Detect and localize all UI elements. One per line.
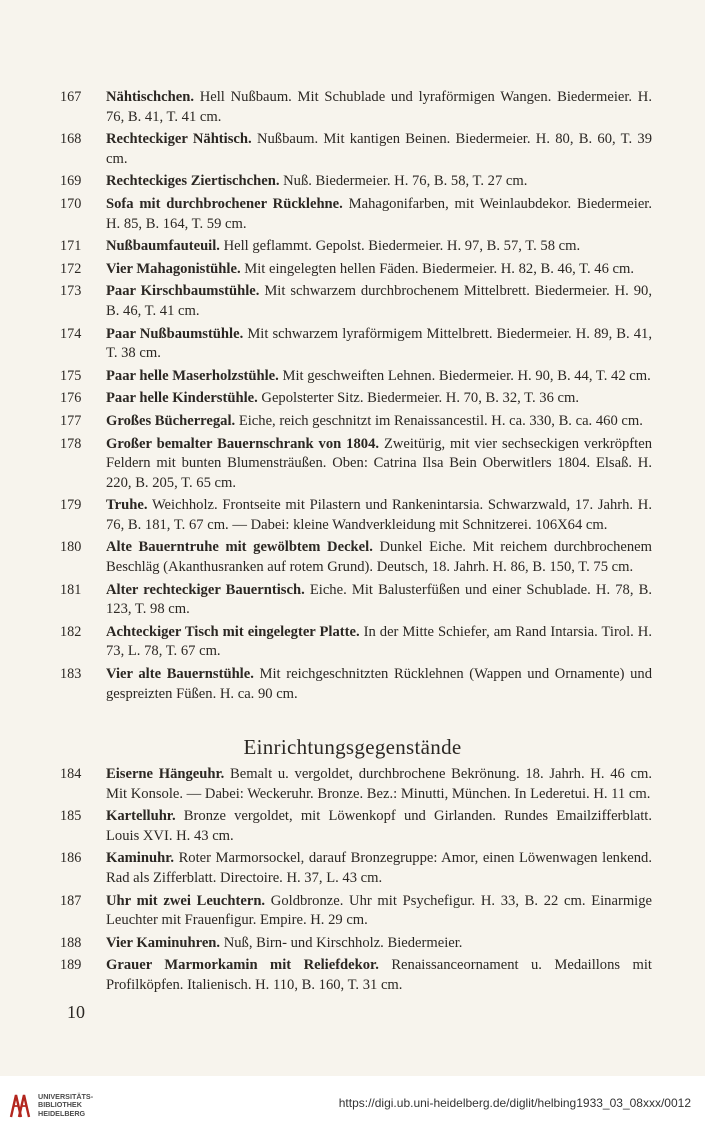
lot-title: Großes Bücherregal. bbox=[106, 412, 236, 429]
lot-number: 170 bbox=[60, 195, 82, 212]
lot-title: Alter rechteckiger Bauerntisch. bbox=[106, 581, 305, 598]
catalog-entry bbox=[60, 367, 652, 387]
lot-description: Nuß. Biedermeier. H. 76, B. 58, T. 27 cm. bbox=[283, 173, 528, 190]
catalog-entries-furniture bbox=[60, 88, 652, 707]
catalog-entry bbox=[60, 389, 652, 409]
lot-description: Hell geflammt. Gepolst. Biedermeier. H. 97, B. 57, T. 58 cm. bbox=[223, 238, 581, 255]
catalog-entry bbox=[60, 435, 652, 494]
section-heading: Einrichtungsgegenstände bbox=[243, 735, 462, 759]
lot-number: 185 bbox=[60, 808, 82, 825]
library-line: HEIDELBERG bbox=[38, 1108, 86, 1118]
catalog-entry bbox=[60, 581, 652, 620]
lot-number: 186 bbox=[60, 850, 82, 867]
lot-description: Mit schwarzem lyraförmigem Mittelbrett. Biedermeier. H. 89, B. 41, T. 38 cm. bbox=[106, 325, 653, 362]
lot-description: Mit geschweiften Lehnen. Biedermeier. H. 90, B. 44, T. 42 cm. bbox=[282, 367, 651, 384]
catalog-entry bbox=[60, 325, 652, 364]
lot-description: Mit eingelegten hellen Fäden. Biedermeier. H. 82, B. 46, T. 46 cm. bbox=[244, 260, 635, 277]
lot-description: Dunkel Eiche. Mit reichem durchbrochenem Beschläg (Akanthusranken auf rotem Grund). Deutsch, 18. Jahrh. H. 86, B. 150, T. 75 cm. bbox=[106, 539, 652, 576]
lot-number: 181 bbox=[60, 581, 82, 598]
lot-description: Zweitürig, mit vier sechseckigen verkröpften Feldern mit bunten Blumensträußen. Oben: Catrina Ilsa Bein Oberwitlers 1804. Elsaß. H. 220, B. 205, T. 65 cm. bbox=[106, 435, 652, 491]
lot-description: Gepolsterter Sitz. Biedermeier. H. 70, B. 32, T. 36 cm. bbox=[261, 390, 580, 407]
lot-number: 172 bbox=[60, 260, 82, 277]
lot-description: Mit schwarzem durchbrochenem Mittelbrett. Biedermeier. H. 90, B. 46, T. 41 cm. bbox=[106, 283, 652, 319]
lot-number: 187 bbox=[60, 892, 82, 909]
lot-description: Mahagonifarben, mit Weinlaubdekor. Biedermeier. H. 85, B. 164, T. 59 cm. bbox=[106, 195, 652, 232]
catalog-entry bbox=[60, 892, 652, 931]
lot-number: 189 bbox=[60, 957, 82, 974]
catalog-entry bbox=[60, 412, 652, 432]
lot-title: Eiserne Hängeuhr. bbox=[106, 766, 225, 782]
catalog-entry bbox=[60, 623, 652, 662]
lot-number: 171 bbox=[60, 238, 82, 255]
lot-description: Bronze vergoldet, mit Löwenkopf und Girlanden. Rundes Emailzifferblatt. Louis XVI. H. 43 cm. bbox=[106, 808, 652, 844]
lot-description: Nuß, Birn- und Kirschholz. Biedermeier. bbox=[223, 934, 463, 951]
lot-number: 173 bbox=[60, 283, 82, 300]
lot-number: 179 bbox=[60, 497, 82, 514]
lot-title: Paar Nußbaumstühle. bbox=[106, 325, 244, 342]
catalog-entry bbox=[60, 195, 652, 234]
lot-title: Achteckiger Tisch mit eingelegter Platte. bbox=[106, 623, 360, 640]
lot-number: 174 bbox=[60, 325, 82, 342]
lot-number: 182 bbox=[60, 623, 82, 640]
lot-number: 184 bbox=[60, 766, 82, 782]
lot-description: Roter Marmorsockel, darauf Bronzegruppe: Amor, einen Löwenwagen lenkend. Rad als Zifferblatt. Directoire. H. 37, L. 43 cm. bbox=[106, 850, 652, 886]
lot-title: Grauer Marmorkamin mit Reliefdekor. bbox=[106, 957, 379, 974]
catalog-entry bbox=[60, 172, 652, 192]
lot-description: Bemalt u. vergoldet, durchbrochene Bekrönung. 18. Jahrh. H. 46 cm. Mit Konsole. — Dabei: Weckeruhr. Bronze. Bez.: Minutti, München. In Lederetui. H. 11 cm. bbox=[106, 766, 652, 802]
catalog-entry bbox=[60, 807, 652, 846]
catalog-entry bbox=[60, 849, 652, 888]
library-logo-icon bbox=[8, 1090, 34, 1125]
catalog-entry bbox=[60, 956, 652, 995]
catalog-entry bbox=[60, 934, 652, 954]
lot-number: 176 bbox=[60, 390, 82, 407]
lot-title: Truhe. bbox=[106, 497, 148, 514]
lot-description: Eiche, reich geschnitzt im Renaissancestil. H. ca. 330, B. ca. 460 cm. bbox=[238, 412, 643, 429]
lot-title: Kartelluhr. bbox=[106, 808, 176, 825]
catalog-entry bbox=[60, 282, 652, 321]
lot-description: Renaissanceornament u. Medaillons mit Profilköpfen. Italienisch. H. 110, B. 160, T. 31 cm. bbox=[106, 957, 652, 993]
lot-description: Hell Nußbaum. Mit Schublade und lyraförmigen Wangen. Biedermeier. H. 76, B. 41, T. 41 cm. bbox=[106, 89, 652, 125]
lot-title: Vier alte Bauernstühle. bbox=[106, 666, 254, 683]
lot-description: In der Mitte Schiefer, am Rand Intarsia. Tirol. H. 73, L. 78, T. 67 cm. bbox=[106, 623, 652, 660]
lot-number: 178 bbox=[60, 435, 82, 452]
catalog-entries-furnishings bbox=[60, 765, 652, 999]
lot-title: Kaminuhr. bbox=[106, 850, 174, 867]
lot-description: Mit reichgeschnitzten Rücklehnen (Wappen und Ornamente) und gespreizten Füßen. H. ca. 90 cm. bbox=[106, 666, 652, 702]
catalog-entry bbox=[60, 237, 652, 257]
catalog-entry bbox=[60, 496, 652, 535]
footer-bar bbox=[0, 1076, 705, 1138]
lot-title: Vier Mahagonistühle. bbox=[106, 260, 241, 277]
lot-number: 168 bbox=[60, 131, 82, 148]
lot-title: Großer bemalter Bauernschrank von 1804. bbox=[106, 435, 380, 452]
source-url-link[interactable]: https://digi.ub.uni-heidelberg.de/diglit/helbing1933_03_08xxx/0012 bbox=[338, 1096, 691, 1110]
lot-title: Vier Kaminuhren. bbox=[106, 934, 221, 951]
lot-title: Nähtischchen. bbox=[106, 89, 194, 105]
lot-title: Rechteckiges Ziertischchen. bbox=[106, 173, 280, 190]
lot-title: Paar helle Maserholzstühle. bbox=[106, 367, 279, 384]
lot-number: 167 bbox=[60, 89, 82, 105]
lot-number: 188 bbox=[60, 934, 82, 951]
lot-title: Uhr mit zwei Leuchtern. bbox=[106, 892, 266, 909]
lot-description: Nußbaum. Mit kantigen Beinen. Biedermeier. H. 80, B. 60, T. 39 cm. bbox=[106, 131, 652, 167]
lot-description: Weichholz. Frontseite mit Pilastern und Rankenintarsia. Schwarzwald, 17. Jahrh. H. 76, B. 181, T. 67 cm. — Dabei: kleine Wandverkleidung mit Schnitzerei. 106X64 cm. bbox=[106, 497, 652, 533]
lot-number: 177 bbox=[60, 412, 82, 429]
page-number: 10 bbox=[67, 1002, 85, 1022]
lot-title: Rechteckiger Nähtisch. bbox=[106, 131, 252, 148]
library-line: UNIVERSITÄTS- bbox=[38, 1092, 94, 1101]
lot-title: Alte Bauerntruhe mit gewölbtem Deckel. bbox=[106, 539, 373, 556]
library-line: BIBLIOTHEK bbox=[38, 1100, 82, 1110]
lot-number: 183 bbox=[60, 666, 82, 683]
catalog-entry bbox=[60, 260, 652, 280]
catalog-entry bbox=[60, 765, 652, 804]
catalog-entry bbox=[60, 130, 652, 169]
lot-title: Paar Kirschbaumstühle. bbox=[106, 283, 260, 300]
catalog-entry bbox=[60, 665, 652, 704]
catalog-entry bbox=[60, 88, 652, 127]
lot-title: Paar helle Kinderstühle. bbox=[106, 390, 258, 407]
lot-number: 169 bbox=[60, 173, 82, 190]
lot-title: Sofa mit durchbrochener Rücklehne. bbox=[106, 195, 343, 212]
lot-title: Nußbaumfauteuil. bbox=[106, 238, 220, 255]
lot-number: 180 bbox=[60, 539, 82, 556]
lot-description: Goldbronze. Uhr mit Psychefigur. H. 33, B. 22 cm. Einarmige Leuchter mit Frauenfigur. Empire. H. 29 cm. bbox=[106, 892, 652, 929]
library-name bbox=[38, 1093, 93, 1118]
lot-number: 175 bbox=[60, 367, 82, 384]
catalog-entry bbox=[60, 538, 652, 577]
lot-description: Eiche. Mit Balusterfüßen und einer Schublade. H. 78, B. 123, T. 98 cm. bbox=[106, 581, 653, 618]
